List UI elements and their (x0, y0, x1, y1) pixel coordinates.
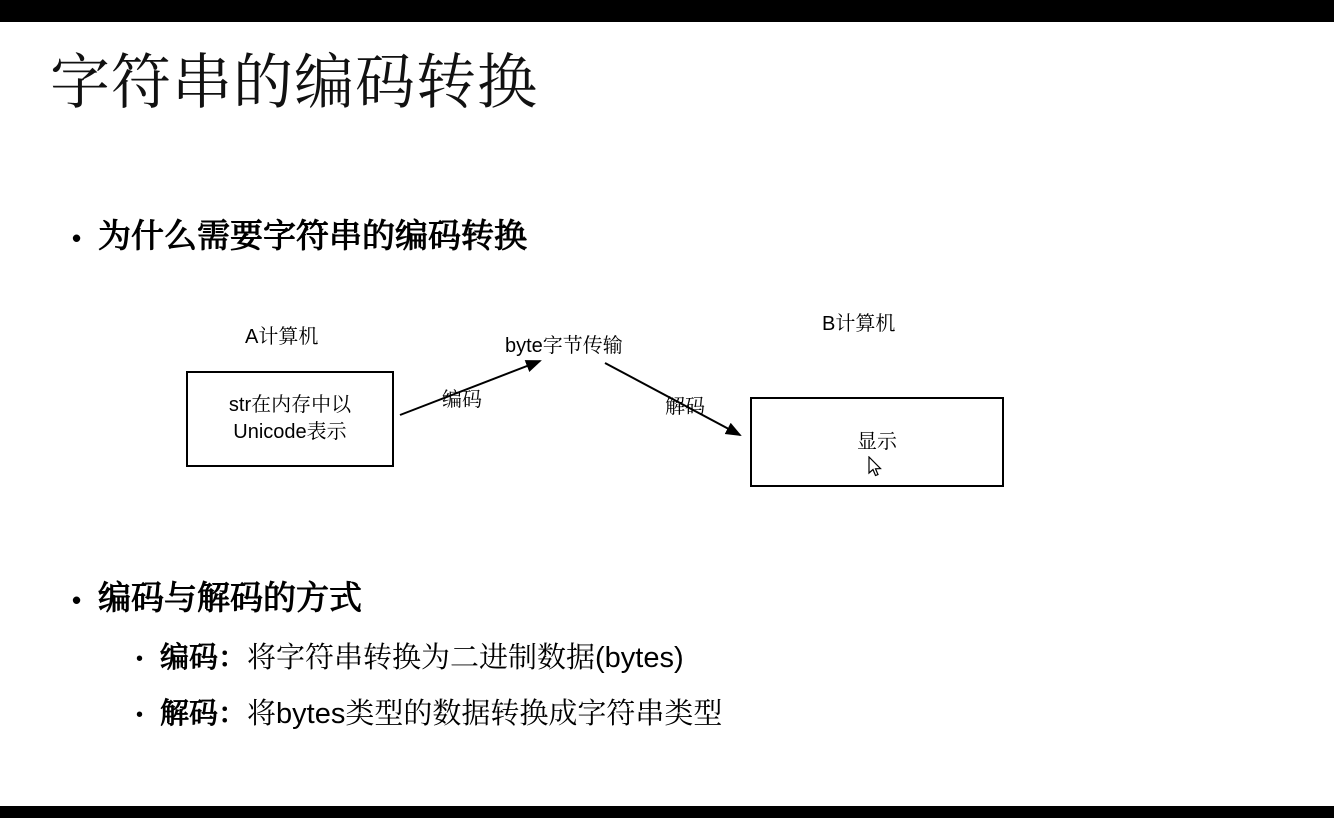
arrow-encode-icon (400, 361, 540, 415)
mouse-cursor-icon (868, 456, 884, 478)
bullet-dot-icon: • (72, 222, 82, 253)
diagram-box-display-text: 显示 (857, 430, 897, 453)
sub-bullet-encode-text: 将字符串转换为二进制数据(bytes) (247, 642, 684, 674)
page-title: 字符串的编码转换 (50, 49, 538, 116)
diagram-label-computer-a: A计算机 (245, 326, 319, 348)
bullet-item-2 (72, 572, 362, 619)
sub-bullet-decode-label: 解码： (160, 698, 248, 730)
top-letterbox-bar (0, 0, 1334, 22)
sub-bullet-decode-text: 将bytes类型的数据转换成字符串类型 (247, 698, 723, 730)
arrow-decode-icon (605, 363, 740, 435)
diagram-arrows (150, 295, 1050, 510)
sub-bullet-item-encode (136, 635, 684, 676)
sub-bullet-item-decode (136, 691, 722, 732)
diagram-label-decode: 解码 (665, 396, 705, 418)
bullet-dot-icon: • (72, 584, 82, 615)
diagram-box-source-text: str在内存中以 Unicode表示 (228, 394, 352, 443)
diagram-label-encode: 编码 (442, 389, 482, 411)
bullet-item-1 (72, 210, 527, 257)
bullet-dot-icon: • (136, 703, 144, 726)
bullet-item-1-label: 为什么需要字符串的编码转换 (98, 217, 527, 254)
encoding-flow-diagram (150, 295, 1050, 510)
diagram-label-computer-b: B计算机 (822, 313, 896, 335)
bullet-dot-icon: • (136, 647, 144, 670)
bullet-item-2-label: 编码与解码的方式 (98, 579, 362, 616)
bottom-letterbox-bar (0, 806, 1334, 818)
sub-bullet-encode-label: 编码： (160, 642, 248, 674)
diagram-label-byte-transfer: byte字节传输 (505, 335, 623, 357)
